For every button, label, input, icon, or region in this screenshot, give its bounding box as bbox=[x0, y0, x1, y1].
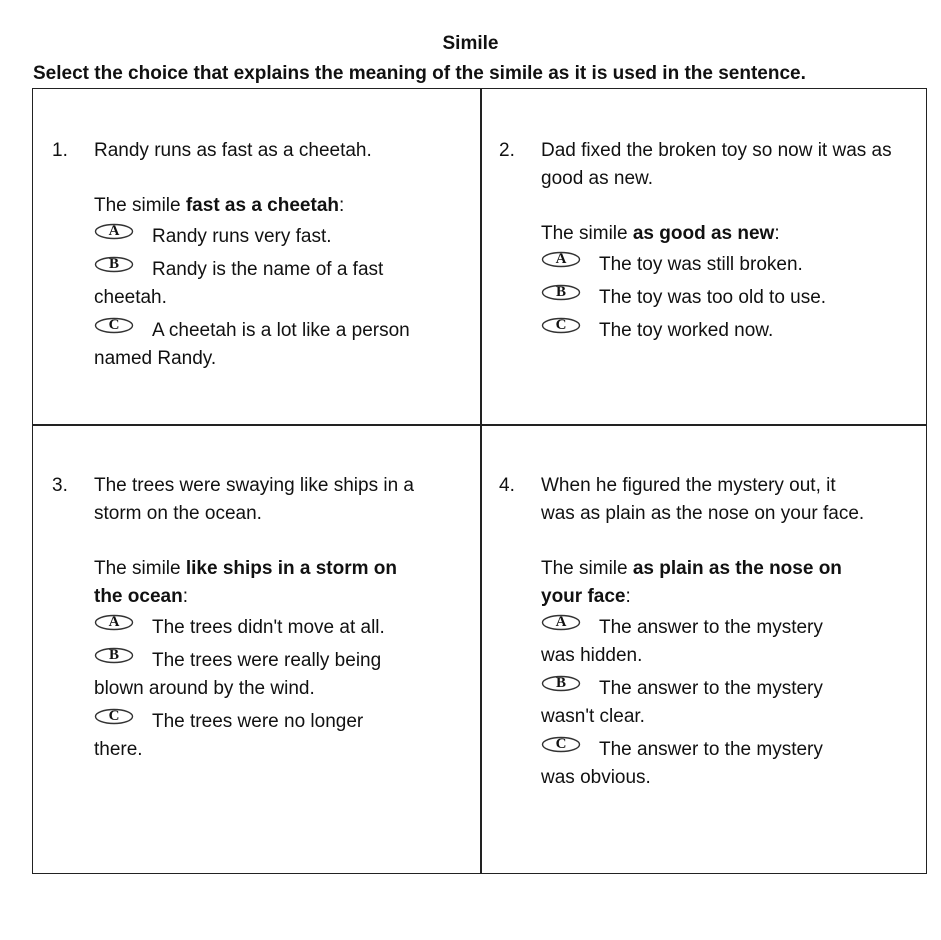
simile-prompt: The simile fast as a cheetah: bbox=[94, 195, 345, 216]
answer-text: The answer to the mystery bbox=[599, 678, 823, 699]
answer-text: The answer to the mystery bbox=[599, 739, 823, 760]
question-sentence: When he figured the mystery out, it was as plain as the nose on your face. bbox=[541, 475, 865, 524]
simile-prompt: The simile like ships in a storm on the ocean: bbox=[94, 558, 398, 607]
answer-bubble-c[interactable]: C bbox=[541, 736, 581, 753]
answer-text: Randy is the name of a fast bbox=[152, 259, 384, 280]
answer-bubble-b[interactable]: B bbox=[541, 284, 581, 301]
question-3 bbox=[52, 472, 462, 764]
grid-divider-horizontal bbox=[33, 424, 926, 426]
page-title: Simile bbox=[442, 33, 499, 54]
answer-text-continued: blown around by the wind. bbox=[94, 678, 315, 699]
answer-bubble-b[interactable]: B bbox=[541, 675, 581, 692]
answer-option-a[interactable] bbox=[499, 251, 909, 279]
answer-text: The toy was still broken. bbox=[599, 254, 803, 275]
answer-text-continued: was obvious. bbox=[541, 767, 651, 788]
answer-option-c[interactable] bbox=[499, 317, 909, 345]
question-number: 2. bbox=[499, 140, 515, 161]
answer-option-b[interactable] bbox=[499, 284, 909, 312]
answer-text: Randy runs very fast. bbox=[152, 226, 332, 247]
answer-bubble-a[interactable]: A bbox=[94, 614, 134, 631]
simile-phrase: fast as a cheetah bbox=[185, 195, 339, 216]
instructions: Select the choice that explains the meaning of the simile as it is used in the sentence. bbox=[33, 63, 806, 84]
answer-bubble-c[interactable]: C bbox=[94, 708, 134, 725]
answer-option-a[interactable] bbox=[52, 614, 462, 642]
answer-bubble-b[interactable]: B bbox=[94, 256, 134, 273]
simile-phrase: as good as new bbox=[632, 223, 775, 244]
question-sentence: Randy runs as fast as a cheetah. bbox=[94, 140, 372, 161]
answer-option-c[interactable] bbox=[499, 736, 909, 792]
answer-text: The trees were really being bbox=[152, 650, 382, 671]
question-2 bbox=[499, 137, 909, 345]
answer-bubble-a[interactable]: A bbox=[541, 251, 581, 268]
answer-text: A cheetah is a lot like a person bbox=[152, 320, 410, 341]
answer-option-c[interactable] bbox=[52, 317, 462, 373]
answer-bubble-c[interactable]: C bbox=[541, 317, 581, 334]
question-1 bbox=[52, 137, 462, 373]
simile-prompt: The simile as plain as the nose on your face: bbox=[541, 558, 842, 607]
answer-text-continued: was hidden. bbox=[541, 645, 643, 666]
question-grid bbox=[32, 88, 927, 874]
answer-option-b[interactable] bbox=[52, 647, 462, 703]
question-number: 3. bbox=[52, 475, 68, 496]
answer-text: The toy worked now. bbox=[599, 320, 774, 341]
question-number: 4. bbox=[499, 475, 515, 496]
question-number: 1. bbox=[52, 140, 68, 161]
simile-prompt: The simile as good as new: bbox=[541, 223, 780, 244]
answer-option-c[interactable] bbox=[52, 708, 462, 764]
answer-bubble-a[interactable]: A bbox=[94, 223, 134, 240]
answer-text-continued: there. bbox=[94, 739, 143, 760]
answer-option-a[interactable] bbox=[52, 223, 462, 251]
answer-option-b[interactable] bbox=[499, 675, 909, 731]
answer-text: The toy was too old to use. bbox=[599, 287, 827, 308]
question-sentence: The trees were swaying like ships in a storm on the ocean. bbox=[94, 475, 414, 524]
answer-option-b[interactable] bbox=[52, 256, 462, 312]
answer-option-a[interactable] bbox=[499, 614, 909, 670]
answer-bubble-c[interactable]: C bbox=[94, 317, 134, 334]
answer-text-continued: named Randy. bbox=[94, 348, 217, 369]
answer-text-continued: wasn't clear. bbox=[541, 706, 645, 727]
question-4 bbox=[499, 472, 909, 792]
question-sentence: Dad fixed the broken toy so now it was as good as new. bbox=[541, 140, 892, 189]
simile-phrase: like ships in a storm on the ocean bbox=[94, 558, 398, 607]
answer-text: The trees were no longer bbox=[152, 711, 364, 732]
simile-phrase: as plain as the nose on your face bbox=[541, 558, 842, 607]
answer-text: The answer to the mystery bbox=[599, 617, 823, 638]
answer-bubble-b[interactable]: B bbox=[94, 647, 134, 664]
answer-text-continued: cheetah. bbox=[94, 287, 167, 308]
grid-divider-vertical bbox=[480, 89, 482, 873]
answer-bubble-a[interactable]: A bbox=[541, 614, 581, 631]
answer-text: The trees didn't move at all. bbox=[152, 617, 385, 638]
